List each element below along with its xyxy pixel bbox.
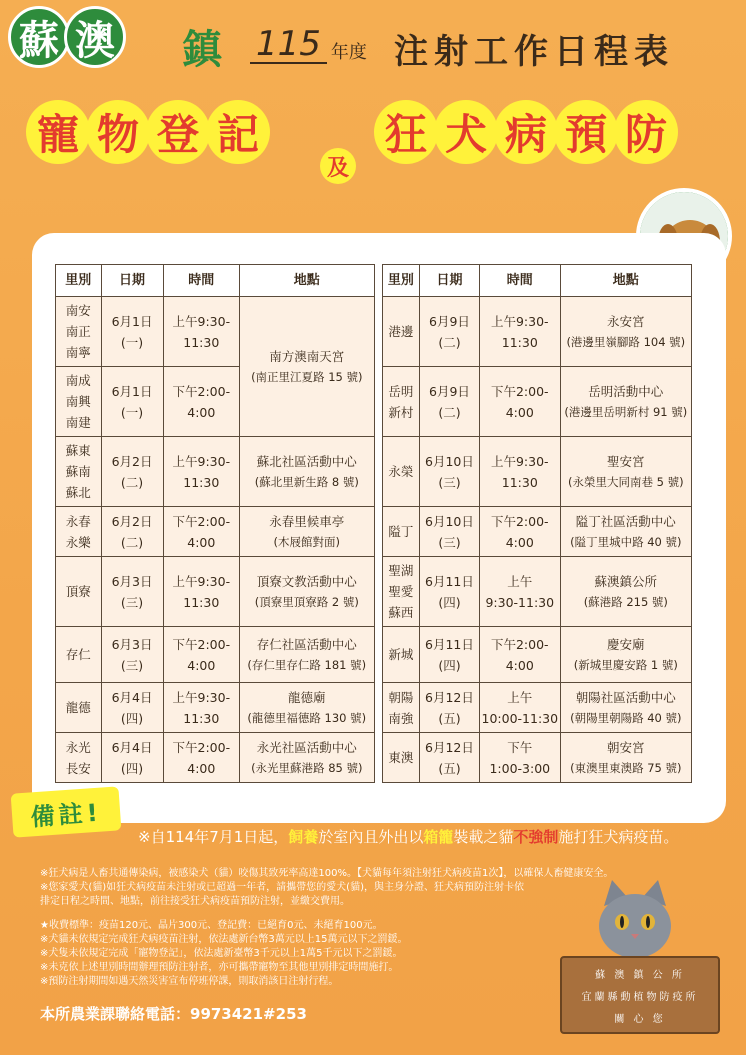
date-cell: 6月1日 (一) <box>101 297 163 367</box>
place-cell <box>240 683 374 733</box>
notes-badge: 備註! <box>11 786 122 837</box>
table-row <box>56 367 692 437</box>
place-address: (木屐館對面) <box>273 534 341 549</box>
village-cell: 隘丁 <box>382 507 419 557</box>
column-separator <box>374 265 382 297</box>
place-name: 蘇澳鎮公所 <box>594 573 658 589</box>
time-cell: 上午9:30- 11:30 <box>163 683 240 733</box>
headline-part: 箱籠 <box>423 828 454 846</box>
date-cell: 6月2日 (二) <box>101 437 163 507</box>
schedule-table <box>55 264 692 783</box>
village-cell: 岳明 新村 <box>382 367 419 437</box>
place-address: (東澳里東澳路 75 號) <box>570 760 682 775</box>
village-cell: 存仁 <box>56 627 102 683</box>
header-place: 地點 <box>560 265 691 297</box>
town-char-2: 澳 <box>64 6 126 68</box>
place-address: (頂寮里頂寮路 2 號) <box>254 594 359 609</box>
place-cell <box>560 683 691 733</box>
header-place: 地點 <box>240 265 374 297</box>
header-date: 日期 <box>101 265 163 297</box>
time-cell: 上午 9:30-11:30 <box>479 557 560 627</box>
town-name-circles <box>8 6 126 68</box>
title-char: 預 <box>554 100 618 164</box>
place-name: 蘇北社區活動中心 <box>256 453 357 469</box>
column-separator <box>374 367 382 437</box>
place-address: (永光里蘇港路 85 號) <box>251 760 363 775</box>
date-cell: 6月4日 (四) <box>101 683 163 733</box>
village-cell: 永光 長安 <box>56 733 102 783</box>
note-line: ※您家愛犬(貓)如狂犬病疫苗未注射或已超過一年者，請攜帶您的愛犬(貓)，與主身分證、狂犬病預防注射卡依 <box>40 882 524 893</box>
headline-part: 不強制 <box>513 828 559 846</box>
town-suffix: 鎮 <box>182 27 222 73</box>
place-name: 慶安廟 <box>607 636 645 652</box>
village-cell: 龍德 <box>56 683 102 733</box>
table-row <box>56 297 692 367</box>
place-name: 頂寮文教活動中心 <box>256 573 357 589</box>
date-cell: 6月10日 (三) <box>419 437 479 507</box>
note-line: ※狂犬病是人畜共通傳染病，被感染犬（貓）咬傷其致死率高達100%。【犬貓每年須注射狂犬病疫苗1次】，以確保人畜健康安全。 <box>40 868 614 879</box>
village-cell: 新城 <box>382 627 419 683</box>
place-name: 朝陽社區活動中心 <box>575 689 676 705</box>
contact-phone: 本所農業課聯絡電話：9973421#253 <box>40 1005 307 1023</box>
place-cell <box>240 557 374 627</box>
place-address: (南正里江夏路 15 號) <box>251 369 363 384</box>
time-cell: 下午2:00- 4:00 <box>163 367 240 437</box>
place-cell <box>560 627 691 683</box>
date-cell: 6月3日 (三) <box>101 557 163 627</box>
time-cell: 上午9:30- 11:30 <box>479 437 560 507</box>
date-cell: 6月11日 (四) <box>419 627 479 683</box>
place-address: (龍德里福德路 130 號) <box>247 710 367 725</box>
place-cell <box>240 733 374 783</box>
title-char: 登 <box>146 100 210 164</box>
column-separator <box>374 437 382 507</box>
village-cell: 聖湖 聖愛 蘇西 <box>382 557 419 627</box>
place-name: 聖安宮 <box>607 453 645 469</box>
village-cell: 南安 南正 南寧 <box>56 297 102 367</box>
pet-registration-title <box>26 100 266 164</box>
time-cell: 上午 10:00-11:30 <box>479 683 560 733</box>
table-row <box>56 437 692 507</box>
time-cell: 上午9:30- 11:30 <box>163 297 240 367</box>
place-cell <box>240 507 374 557</box>
headline-part: 於室內且外出以 <box>318 828 424 846</box>
date-cell: 6月4日 (四) <box>101 733 163 783</box>
sign-line-3: 關 心 您 <box>614 1013 666 1025</box>
column-separator <box>374 733 382 783</box>
place-cell <box>240 627 374 683</box>
place-name: 龍德廟 <box>288 689 326 705</box>
date-cell: 6月1日 (一) <box>101 367 163 437</box>
place-address: (港邊里岳明新村 91 號) <box>564 404 688 419</box>
date-cell: 6月10日 (三) <box>419 507 479 557</box>
place-name: 存仁社區活動中心 <box>256 636 357 652</box>
headline-part: 飼養 <box>288 828 319 846</box>
village-cell: 港邊 <box>382 297 419 367</box>
place-cell <box>560 367 691 437</box>
time-cell: 上午9:30- 11:30 <box>163 437 240 507</box>
village-cell: 蘇東 蘇南 蘇北 <box>56 437 102 507</box>
table-row <box>56 557 692 627</box>
village-cell: 朝陽 南強 <box>382 683 419 733</box>
table-row <box>56 733 692 783</box>
column-separator <box>374 507 382 557</box>
title-char: 防 <box>614 100 678 164</box>
headline-part: 施打狂犬病疫苗。 <box>558 828 679 846</box>
time-cell: 下午2:00- 4:00 <box>163 733 240 783</box>
date-cell: 6月9日 (二) <box>419 367 479 437</box>
time-cell: 下午2:00- 4:00 <box>479 627 560 683</box>
note-line: ※預防注射期間如遇天然災害宣布停班停課，則取消該日注射行程。 <box>40 976 339 987</box>
table-row <box>56 627 692 683</box>
time-cell: 上午9:30- 11:30 <box>163 557 240 627</box>
headline-part: ※自114年7月1日起， <box>138 828 289 846</box>
column-separator <box>374 627 382 683</box>
sign-line-2: 宜蘭縣動植物防疫所 <box>581 991 699 1003</box>
place-name: 朝安宮 <box>607 739 645 755</box>
note-line: ※犬貓未依規定完成狂犬病疫苗注射，依法處新台幣3萬元以上15萬元以下之罰鍰。 <box>40 934 408 945</box>
column-separator <box>374 683 382 733</box>
notes-headline <box>138 826 678 847</box>
sponsor-sign <box>560 956 720 1034</box>
date-cell: 6月2日 (二) <box>101 507 163 557</box>
place-address: (隘丁里城中路 40 號) <box>570 534 682 549</box>
title-char: 狂 <box>374 100 438 164</box>
place-cell <box>560 507 691 557</box>
place-cell <box>560 557 691 627</box>
place-cell <box>560 733 691 783</box>
place-name: 永安宮 <box>607 313 645 329</box>
date-cell: 6月12日 (五) <box>419 683 479 733</box>
year-label <box>250 26 367 64</box>
time-cell: 下午2:00- 4:00 <box>163 507 240 557</box>
time-cell: 上午9:30- 11:30 <box>479 297 560 367</box>
header-village: 里別 <box>382 265 419 297</box>
place-address: (朝陽里朝陽路 40 號) <box>570 710 682 725</box>
header-time: 時間 <box>479 265 560 297</box>
table-row <box>56 507 692 557</box>
place-name: 永春里候車亭 <box>269 513 345 529</box>
village-cell: 永榮 <box>382 437 419 507</box>
time-cell: 下午2:00- 4:00 <box>479 367 560 437</box>
table-header-row <box>56 265 692 297</box>
header-village: 里別 <box>56 265 102 297</box>
place-cell <box>240 297 374 437</box>
year-number: 115 <box>250 26 327 64</box>
year-unit: 年度 <box>330 42 367 63</box>
cat-icon <box>590 876 680 966</box>
headline-part: 裝載之貓 <box>453 828 514 846</box>
and-char: 及 <box>320 148 356 184</box>
place-name: 隘丁社區活動中心 <box>575 513 676 529</box>
place-address: (港邊里嶺腳路 104 號) <box>566 334 686 349</box>
time-cell: 下午2:00- 4:00 <box>479 507 560 557</box>
place-name: 岳明活動中心 <box>588 383 664 399</box>
column-separator <box>374 557 382 627</box>
schedule-title: 注射工作日程表 <box>394 32 674 72</box>
title-char: 記 <box>206 100 270 164</box>
date-cell: 6月12日 (五) <box>419 733 479 783</box>
header-date: 日期 <box>419 265 479 297</box>
table-row <box>56 683 692 733</box>
place-cell <box>560 297 691 367</box>
place-name: 南方澳南天宮 <box>269 348 345 364</box>
note-line: ※犬隻未依規定完成「寵物登記」，依法處新臺幣3千元以上1萬5千元以下之罰鍰。 <box>40 948 403 959</box>
village-cell: 永春 永樂 <box>56 507 102 557</box>
title-char: 物 <box>86 100 150 164</box>
title-char: 犬 <box>434 100 498 164</box>
date-cell: 6月11日 (四) <box>419 557 479 627</box>
title-char: 病 <box>494 100 558 164</box>
place-cell <box>560 437 691 507</box>
header-time: 時間 <box>163 265 240 297</box>
place-name: 永光社區活動中心 <box>256 739 357 755</box>
rabies-prevention-title <box>374 100 674 164</box>
place-cell <box>240 437 374 507</box>
column-separator <box>374 297 382 367</box>
date-cell: 6月3日 (三) <box>101 627 163 683</box>
place-address: (新城里慶安路 1 號) <box>573 657 678 672</box>
village-cell: 南成 南興 南建 <box>56 367 102 437</box>
village-cell: 頂寮 <box>56 557 102 627</box>
note-fee: ★收費標準：疫苗120元、晶片300元、登記費：已絕育0元、未絕育100元。 <box>40 920 383 931</box>
place-address: (蘇港路 215 號) <box>583 594 668 609</box>
note-line: 排定日程之時間、地點，前往接受狂犬病疫苗預防注射，並繳交費用。 <box>40 896 350 907</box>
date-cell: 6月9日 (二) <box>419 297 479 367</box>
note-line: ※未克依上述里別時間辦理預防注射者，亦可攜帶寵物至其他里別排定時間施打。 <box>40 962 399 973</box>
title-char: 寵 <box>26 100 90 164</box>
sign-line-1: 蘇 澳 鎮 公 所 <box>595 969 685 981</box>
town-char-1: 蘇 <box>8 6 70 68</box>
time-cell: 下午2:00- 4:00 <box>163 627 240 683</box>
place-address: (蘇北里新生路 8 號) <box>254 474 359 489</box>
village-cell: 東澳 <box>382 733 419 783</box>
time-cell: 下午 1:00-3:00 <box>479 733 560 783</box>
place-address: (存仁里存仁路 181 號) <box>247 657 367 672</box>
place-address: (永榮里大同南巷 5 號) <box>568 474 684 489</box>
